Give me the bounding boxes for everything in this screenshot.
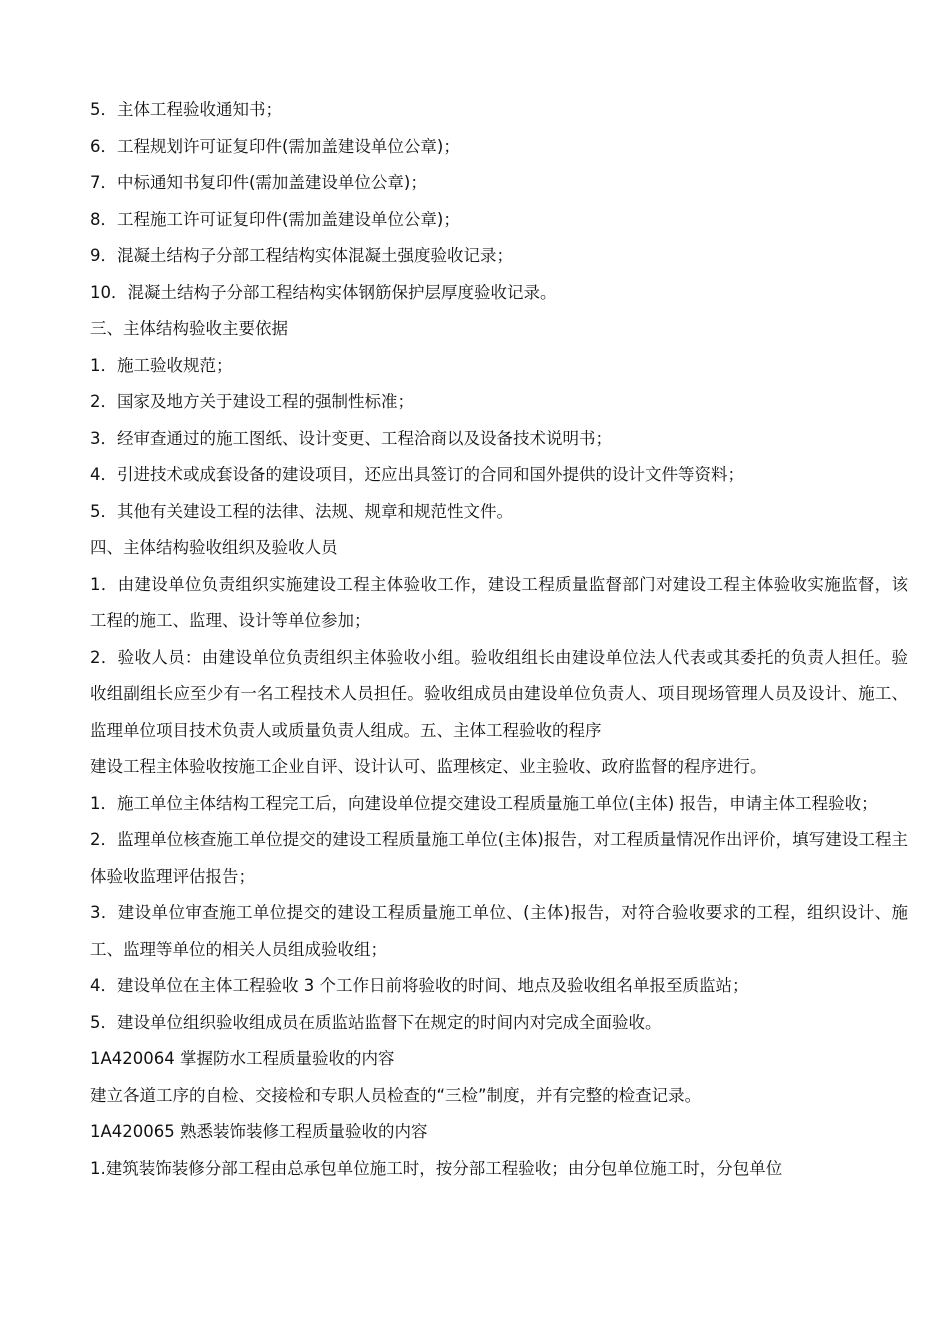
list-item-10-rebar-cover-record: 10．混凝土结构子分部工程结构实体钢筋保护层厚度验收记录。 [90,282,557,302]
list-item-8-construction-permit-copy: 8．工程施工许可证复印件(需加盖建设单位公章)； [90,209,460,229]
list-item-1-acceptance-spec: 1．施工验收规范； [90,355,233,375]
list-item-1-contractor-report: 1．施工单位主体结构工程完工后，向建设单位提交建设工程质量施工单位(主体) 报告，申请主体工程验收； [90,793,878,813]
list-item-5-main-acceptance-notice: 5．主体工程验收通知书； [90,100,282,119]
section-heading-1a420064: 1A420064 掌握防水工程质量验收的内容 [90,1049,395,1068]
list-item-4-notify-station: 4．建设单位在主体工程验收 3 个工作日前将验收的时间、地点及验收组名单报至质监站； [90,976,749,995]
section-heading-4: 四、主体结构验收组织及验收人员 [90,538,338,557]
list-item-2-mandatory-standards: 2．国家及地方关于建设工程的强制性标准； [90,392,414,411]
section-heading-3: 三、主体结构验收主要依据 [90,319,288,338]
section-heading-1a420065: 1A420065 熟悉装饰装修工程质量验收的内容 [90,1122,428,1141]
list-item-1-organization: 1．由建设单位负责组织实施建设工程主体验收工作，建设工程质量监督部门对建设工程主体验收实施监督，该工程的施工、监理、设计等单位参加； [90,574,908,630]
document-page [90,92,908,1187]
list-item-2-supervisor-review: 2．监理单位核查施工单位提交的建设工程质量施工单位(主体)报告，对工程质量情况作出评价，填写建设工程主体验收监理评估报告； [90,830,908,886]
list-item-5-full-acceptance: 5．建设单位组织验收组成员在质监站监督下在规定的时间内对完成全面验收。 [90,1012,662,1032]
list-item-3-owner-review: 3．建设单位审查施工单位提交的建设工程质量施工单位、(主体)报告，对符合验收要求的工程，组织设计、施工、监理等单位的相关人员组成验收组； [90,903,908,959]
procedure-intro: 建设工程主体验收按施工企业自评、设计认可、监理核定、业主验收、政府监督的程序进行。 [90,757,767,776]
list-item-7-bid-notice-copy: 7．中标通知书复印件(需加盖建设单位公章)； [90,173,427,192]
list-item-2-acceptance-personnel: 2．验收人员：由建设单位负责组织主体验收小组。验收组组长由建设单位法人代表或其委托的负责人担任。验收组副组长应至少有一名工程技术人员担任。验收组成员由建设单位负责人、项目现场管理人员及设计、施工、监理单位项目技术负责人或质量负责人组成。五、主体工程验收的程序 [90,647,908,740]
list-item-6-planning-permit-copy: 6．工程规划许可证复印件(需加盖建设单位公章)； [90,136,460,156]
three-checks-paragraph: 建立各道工序的自检、交接检和专职人员检查的“三检”制度，并有完整的检查记录。 [90,1085,702,1105]
list-item-3-approved-drawings: 3．经审查通过的施工图纸、设计变更、工程洽商以及设备技术说明书； [90,428,612,448]
list-item-1-decoration-acceptance: 1.建筑装饰装修分部工程由总承包单位施工时，按分部工程验收；由分包单位施工时，分包单位 [90,1158,783,1178]
list-item-9-concrete-strength-record: 9．混凝土结构子分部工程结构实体混凝土强度验收记录； [90,246,513,265]
list-item-4-imported-equipment: 4．引进技术或成套设备的建设项目，还应出具签订的合同和国外提供的设计文件等资料； [90,465,744,484]
list-item-5-other-laws: 5．其他有关建设工程的法律、法规、规章和规范性文件。 [90,501,513,521]
